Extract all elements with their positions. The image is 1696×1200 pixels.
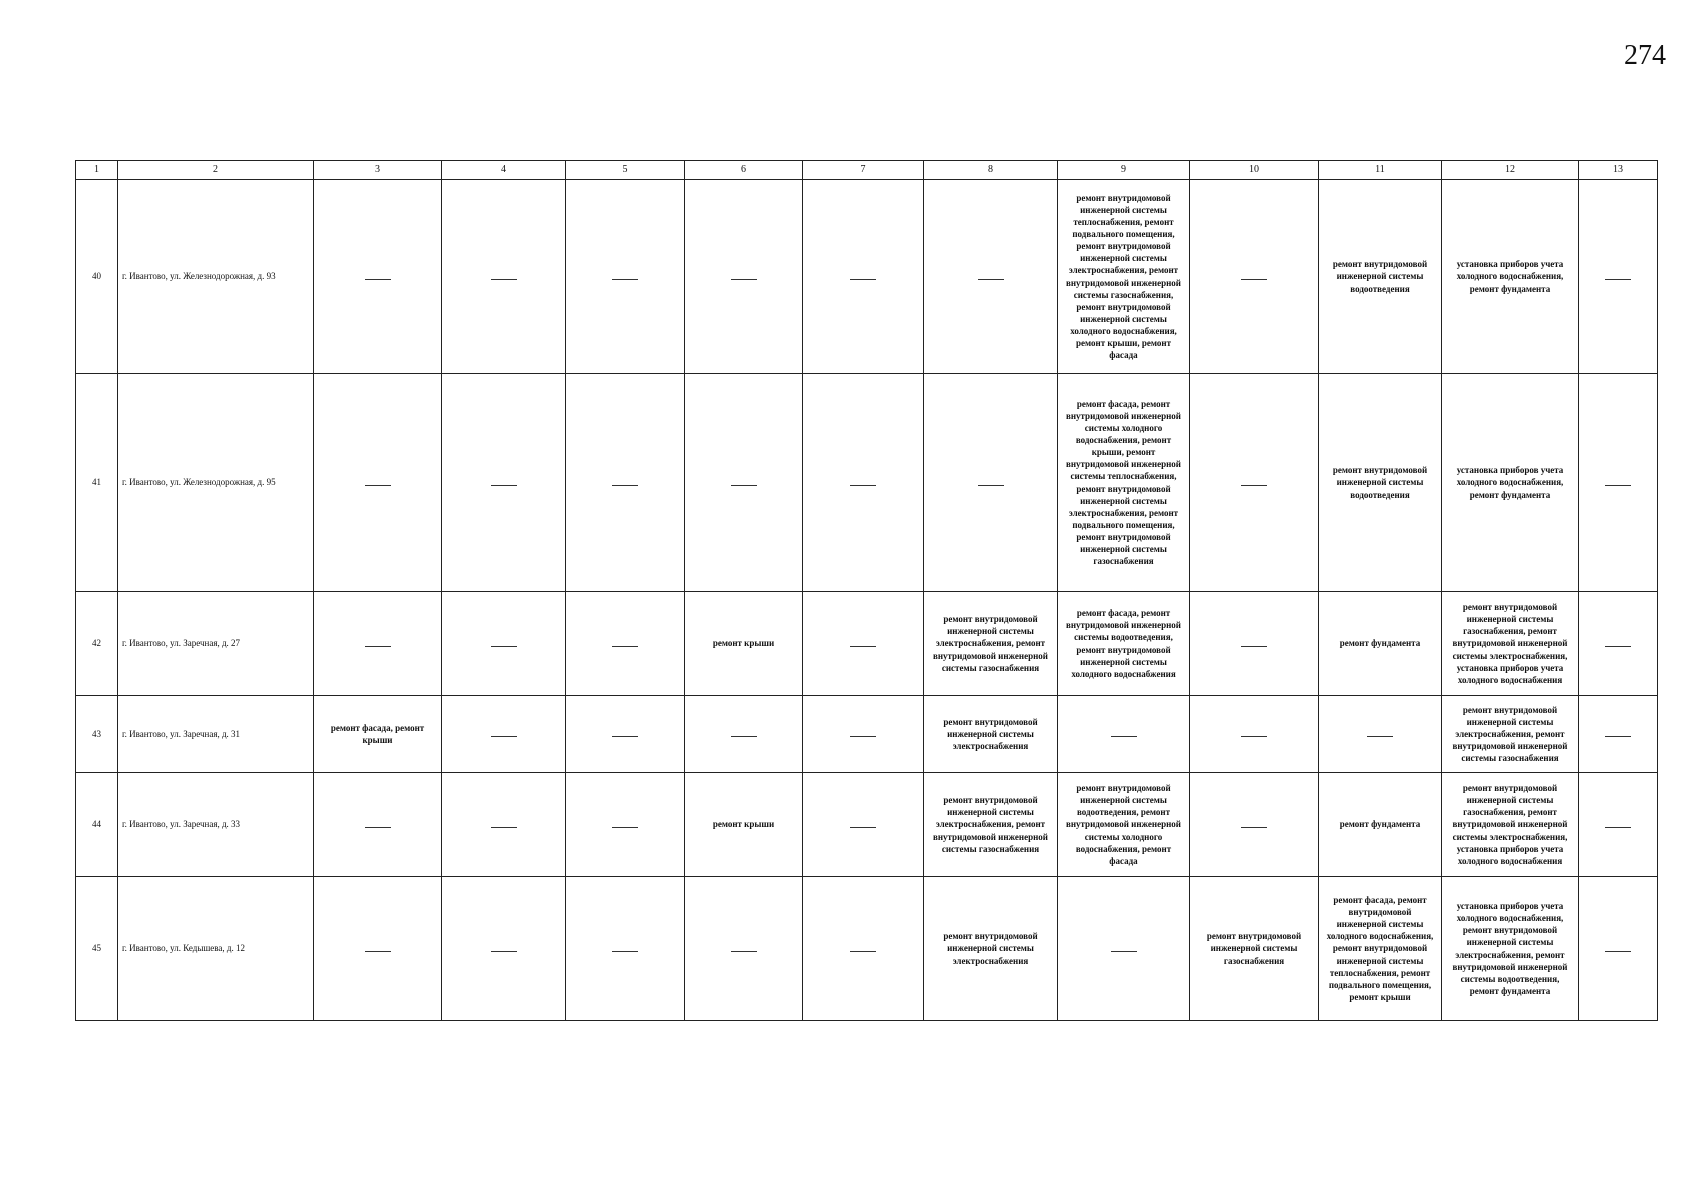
work-cell bbox=[803, 696, 924, 773]
work-cell bbox=[566, 592, 685, 696]
column-header: 1 bbox=[76, 161, 118, 180]
work-cell: ремонт внутридомовой инженерной системы водоотведения bbox=[1319, 180, 1442, 374]
work-cell: ремонт фасада, ремонт внутридомовой инженерной системы водоотведения, ремонт внутридомовой инженерной системы холодного водоснабжения bbox=[1058, 592, 1190, 696]
work-cell: ремонт внутридомовой инженерной системы газоснабжения bbox=[1190, 877, 1319, 1021]
work-cell bbox=[803, 877, 924, 1021]
work-cell bbox=[803, 773, 924, 877]
work-cell bbox=[1058, 877, 1190, 1021]
work-cell: установка приборов учета холодного водоснабжения, ремонт внутридомовой инженерной системы электроснабжения, ремонт внутридомовой инженерной системы водоотведения, ремонт фундамента bbox=[1442, 877, 1579, 1021]
row-number: 45 bbox=[76, 877, 118, 1021]
work-cell bbox=[442, 877, 566, 1021]
work-cell bbox=[566, 180, 685, 374]
work-cell: ремонт фасада, ремонт внутридомовой инженерной системы холодного водоснабжения, ремонт внутридомовой инженерной системы теплоснабжения, ремонт подвального помещения, ремонт крыши bbox=[1319, 877, 1442, 1021]
row-number: 44 bbox=[76, 773, 118, 877]
work-cell bbox=[566, 374, 685, 592]
work-cell bbox=[1190, 696, 1319, 773]
work-cell bbox=[1579, 374, 1658, 592]
table-row bbox=[76, 877, 1658, 1021]
work-cell bbox=[314, 374, 442, 592]
table-body bbox=[76, 180, 1658, 1021]
work-cell bbox=[442, 773, 566, 877]
work-cell bbox=[566, 877, 685, 1021]
work-cell: ремонт фасада, ремонт крыши bbox=[314, 696, 442, 773]
work-cell bbox=[1058, 696, 1190, 773]
work-cell bbox=[314, 877, 442, 1021]
work-cell bbox=[924, 374, 1058, 592]
work-cell: ремонт крыши bbox=[685, 592, 803, 696]
column-header: 4 bbox=[442, 161, 566, 180]
work-cell bbox=[314, 180, 442, 374]
work-cell: ремонт крыши bbox=[685, 773, 803, 877]
table-row bbox=[76, 180, 1658, 374]
work-cell: установка приборов учета холодного водоснабжения, ремонт фундамента bbox=[1442, 374, 1579, 592]
column-header: 11 bbox=[1319, 161, 1442, 180]
work-cell bbox=[1579, 877, 1658, 1021]
work-cell bbox=[1579, 773, 1658, 877]
work-cell: ремонт внутридомовой инженерной системы газоснабжения, ремонт внутридомовой инженерной системы электроснабжения, установка приборов учета холодного водоснабжения bbox=[1442, 592, 1579, 696]
address-cell: г. Ивантово, ул. Железнодорожная, д. 95 bbox=[118, 374, 314, 592]
row-number: 40 bbox=[76, 180, 118, 374]
row-number: 42 bbox=[76, 592, 118, 696]
work-cell bbox=[1579, 180, 1658, 374]
work-cell bbox=[566, 696, 685, 773]
work-cell bbox=[685, 180, 803, 374]
work-cell: ремонт фасада, ремонт внутридомовой инженерной системы холодного водоснабжения, ремонт крыши, ремонт внутридомовой инженерной системы теплоснабжения, ремонт внутридомовой инженерной системы электроснабжения, ремонт подвального помещения, ремонт внутридомовой инженерной системы газоснабжения bbox=[1058, 374, 1190, 592]
work-cell bbox=[442, 180, 566, 374]
table-row bbox=[76, 592, 1658, 696]
work-cell: ремонт внутридомовой инженерной системы электроснабжения, ремонт внутридомовой инженерной системы газоснабжения bbox=[924, 773, 1058, 877]
work-cell: ремонт внутридомовой инженерной системы электроснабжения, ремонт внутридомовой инженерной системы газоснабжения bbox=[1442, 696, 1579, 773]
header-row bbox=[76, 161, 1658, 180]
column-header: 10 bbox=[1190, 161, 1319, 180]
work-cell: установка приборов учета холодного водоснабжения, ремонт фундамента bbox=[1442, 180, 1579, 374]
work-cell bbox=[1190, 374, 1319, 592]
column-header: 6 bbox=[685, 161, 803, 180]
work-cell bbox=[1579, 696, 1658, 773]
table-row bbox=[76, 374, 1658, 592]
work-cell bbox=[442, 696, 566, 773]
work-cell: ремонт внутридомовой инженерной системы газоснабжения, ремонт внутридомовой инженерной системы электроснабжения, установка приборов учета холодного водоснабжения bbox=[1442, 773, 1579, 877]
address-cell: г. Ивантово, ул. Железнодорожная, д. 93 bbox=[118, 180, 314, 374]
work-cell bbox=[685, 696, 803, 773]
work-cell: ремонт внутридомовой инженерной системы электроснабжения bbox=[924, 696, 1058, 773]
table-row bbox=[76, 696, 1658, 773]
repair-schedule-table bbox=[75, 160, 1658, 1021]
work-cell: ремонт фундамента bbox=[1319, 592, 1442, 696]
column-header: 13 bbox=[1579, 161, 1658, 180]
work-cell: ремонт внутридомовой инженерной системы водоотведения bbox=[1319, 374, 1442, 592]
table-row bbox=[76, 773, 1658, 877]
column-header: 5 bbox=[566, 161, 685, 180]
page-number: 274 bbox=[1624, 40, 1666, 71]
address-cell: г. Ивантово, ул. Заречная, д. 31 bbox=[118, 696, 314, 773]
column-header: 7 bbox=[803, 161, 924, 180]
column-header: 3 bbox=[314, 161, 442, 180]
address-cell: г. Ивантово, ул. Заречная, д. 33 bbox=[118, 773, 314, 877]
work-cell: ремонт фундамента bbox=[1319, 773, 1442, 877]
work-cell: ремонт внутридомовой инженерной системы теплоснабжения, ремонт подвального помещения, ремонт внутридомовой инженерной системы электроснабжения, ремонт внутридомовой инженерной системы газоснабжения, ремонт внутридомовой инженерной системы холодного водоснабжения, ремонт крыши, ремонт фасада bbox=[1058, 180, 1190, 374]
work-cell: ремонт внутридомовой инженерной системы водоотведения, ремонт внутридомовой инженерной системы холодного водоснабжения, ремонт фасада bbox=[1058, 773, 1190, 877]
column-header: 9 bbox=[1058, 161, 1190, 180]
work-cell bbox=[803, 592, 924, 696]
column-header: 12 bbox=[1442, 161, 1579, 180]
column-header: 8 bbox=[924, 161, 1058, 180]
work-cell bbox=[1190, 592, 1319, 696]
work-cell bbox=[566, 773, 685, 877]
work-cell bbox=[314, 773, 442, 877]
work-cell bbox=[803, 374, 924, 592]
work-cell bbox=[1319, 696, 1442, 773]
work-cell bbox=[924, 180, 1058, 374]
work-cell bbox=[1190, 773, 1319, 877]
work-cell bbox=[685, 374, 803, 592]
row-number: 41 bbox=[76, 374, 118, 592]
address-cell: г. Ивантово, ул. Заречная, д. 27 bbox=[118, 592, 314, 696]
work-cell bbox=[685, 877, 803, 1021]
work-cell bbox=[803, 180, 924, 374]
work-cell bbox=[1190, 180, 1319, 374]
work-cell bbox=[314, 592, 442, 696]
work-cell: ремонт внутридомовой инженерной системы электроснабжения bbox=[924, 877, 1058, 1021]
work-cell bbox=[1579, 592, 1658, 696]
work-cell bbox=[442, 374, 566, 592]
work-cell: ремонт внутридомовой инженерной системы электроснабжения, ремонт внутридомовой инженерной системы газоснабжения bbox=[924, 592, 1058, 696]
column-header: 2 bbox=[118, 161, 314, 180]
row-number: 43 bbox=[76, 696, 118, 773]
work-cell bbox=[442, 592, 566, 696]
address-cell: г. Ивантово, ул. Кедышева, д. 12 bbox=[118, 877, 314, 1021]
